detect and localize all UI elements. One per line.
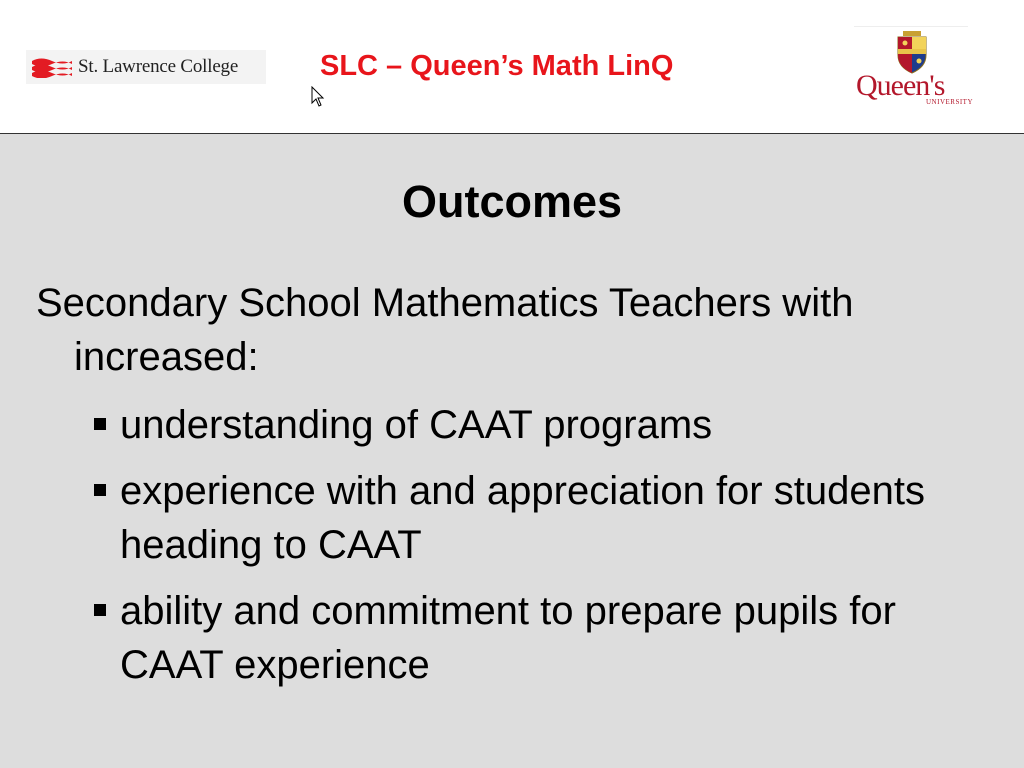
queens-logo-subtext: UNIVERSITY: [926, 98, 973, 106]
square-bullet-icon: [94, 604, 106, 616]
bullet-item: [36, 398, 976, 452]
bullet-text: ability and commitment to prepare pupils for CAAT experience: [120, 589, 896, 687]
square-bullet-icon: [94, 484, 106, 496]
square-bullet-icon: [94, 418, 106, 430]
queens-logo-text: Queen's: [856, 69, 945, 102]
slide-header: [0, 0, 1024, 134]
wave-flag-icon: [30, 56, 74, 78]
slc-logo-text: St. Lawrence College: [78, 56, 239, 77]
mouse-pointer-icon: [311, 86, 325, 108]
bullet-list: [36, 398, 976, 692]
bullet-text: experience with and appreciation for students heading to CAAT: [120, 469, 925, 567]
bullet-text: understanding of CAAT programs: [120, 403, 713, 447]
queens-university-logo: [854, 26, 973, 109]
st-lawrence-college-logo: [26, 50, 266, 84]
slide-body: [36, 276, 976, 704]
bullet-item: [36, 464, 976, 572]
slide-title: Outcomes: [401, 176, 623, 227]
intro-text: Secondary School Mathematics Teachers with increased:: [36, 281, 854, 379]
header-title: SLC – Queen’s Math LinQ: [320, 50, 674, 82]
bullet-item: [36, 584, 976, 692]
